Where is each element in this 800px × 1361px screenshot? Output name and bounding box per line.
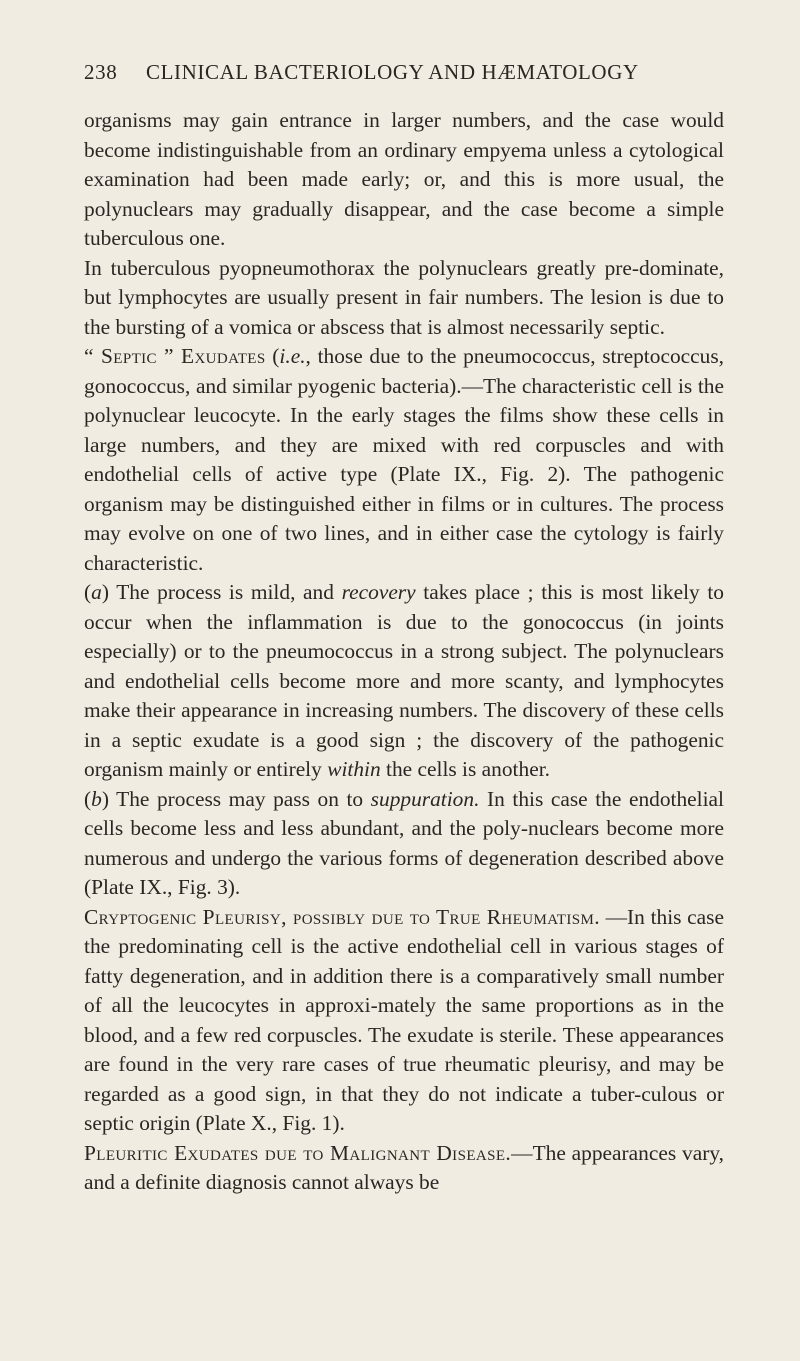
italic-suppuration: suppuration. — [370, 786, 480, 811]
section-heading-pleuritic-exudates: Pleuritic Exudates due to Malignant Disease. — [84, 1140, 512, 1165]
text-fragment: —The appearances vary, and a definite diagnosis cannot always be — [84, 1140, 724, 1194]
text-fragment: In this case the endothelial cells become less and less abundant, and the poly-nuclears become more numerous and undergo the various forms of degeneration described above (Plate IX., Fig. 3). — [84, 786, 724, 899]
text-fragment: the cells is another. — [380, 757, 550, 781]
text-fragment: ) The process is mild, and — [101, 580, 342, 604]
text-fragment: ( — [265, 344, 280, 368]
italic-letter-a: a — [91, 580, 102, 604]
section-heading-septic-exudates: “ Septic ” Exudates — [84, 344, 266, 368]
paragraph-6 — [84, 903, 724, 1139]
paragraph-1: organisms may gain entrance in larger numbers, and the case would become indistinguishable from an ordinary empyema unless a cytological examination had been made early; or, and this is more usual, the polynuclears may gradually disappear, and the case become a simple tuberculous one. — [84, 108, 724, 250]
text-fragment: ( — [84, 580, 92, 604]
text-fragment: takes place ; this is most likely to occur when the inflammation is due to the gonococcus (in joints especially) or to the pneumococcus in a strong subject. The polynuclears and endothelial cells become more and more scanty, and lymphocytes make their appearance in increasing numbers. The discovery of these cells in a septic exudate is a good sign ; the discovery of the pathogenic organism mainly or entirely — [84, 580, 724, 781]
running-head — [84, 60, 724, 90]
paragraph-7 — [84, 1139, 724, 1198]
italic-letter-b: b — [91, 786, 102, 811]
italic-recovery: recovery — [341, 580, 416, 604]
text-fragment: —In this case the predominating cell is the active endothelial cell in various stages of fatty degeneration, and in addition there is a comparatively small number of all the leucocytes in approxi-mately the same proportions as in the blood, and a few red corpuscles. The exudate is sterile. These appearances are found in the very rare cases of true rheumatic pleurisy, and may be regarded as a good sign, in that they do not indicate a tuber-culous or septic origin (Plate X., Fig. 1). — [84, 904, 724, 1135]
section-heading-cryptogenic-pleurisy: Cryptogenic Pleurisy, possibly due to True Rheumatism. — [84, 904, 600, 929]
page-number: 238 — [84, 60, 118, 84]
paragraph-5 — [84, 785, 724, 903]
body-text — [84, 106, 724, 1198]
paragraph-2: In tuberculous pyopneumothorax the polynuclears greatly pre-dominate, but lymphocytes are usually present in fair numbers. The lesion is due to the bursting of a vomica or abscess that is almost necessarily septic. — [84, 255, 724, 339]
italic-within: within — [327, 757, 381, 781]
text-fragment: , those due to the pneumococcus, streptococcus, gonococcus, and similar pyogenic bacteria).—The characteristic cell is the polynuclear leucocyte. In the early stages the films show these cells in large numbers, and they are mixed with red corpuscles and with endothelial cells of active type (Plate IX., Fig. 2). The pathogenic organism may be distinguished either in films or in cultures. The process may evolve on one of two lines, and in either case the cytology is fairly characteristic. — [84, 344, 724, 575]
paragraph-3 — [84, 342, 724, 578]
paragraph-4 — [84, 578, 724, 785]
italic-ie: i.e. — [279, 344, 306, 368]
text-fragment: ) The process may pass on to — [101, 786, 371, 811]
text-fragment: ( — [84, 786, 92, 811]
running-title: CLINICAL BACTERIOLOGY AND HÆMATOLOGY — [146, 60, 639, 84]
